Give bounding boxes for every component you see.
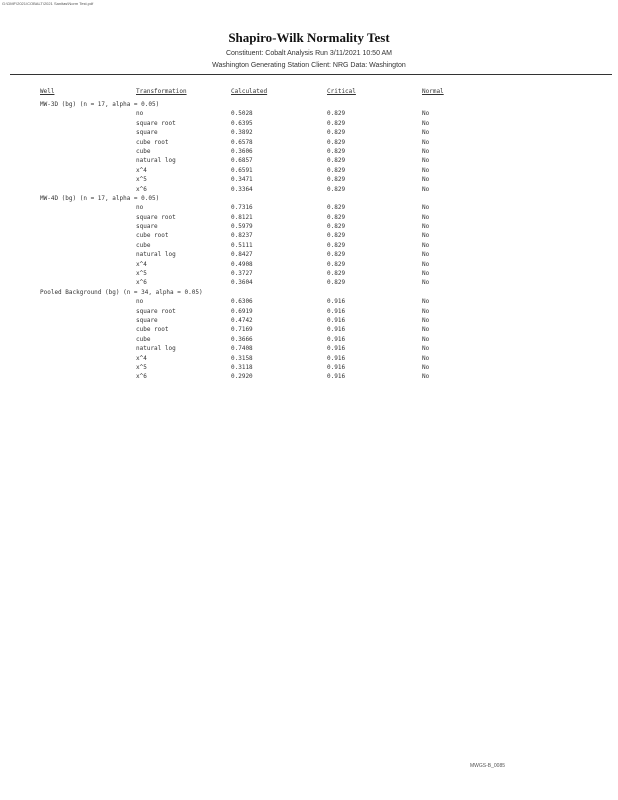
group-label: Pooled Background (bg) (n = 34, alpha = 0.05) — [40, 288, 203, 296]
transformation-cell: square root — [136, 213, 176, 221]
transformation-cell: x^4 — [136, 260, 147, 268]
normal-cell: No — [422, 176, 430, 184]
normal-cell: No — [422, 129, 430, 137]
column-header-well: Well — [40, 88, 55, 95]
normal-cell: No — [422, 204, 430, 212]
critical-cell: 0.916 — [327, 345, 346, 353]
normal-cell: No — [422, 110, 430, 118]
critical-cell: 0.829 — [327, 260, 346, 268]
normal-cell: No — [422, 166, 430, 174]
table-row — [0, 261, 618, 270]
calculated-cell: 0.3604 — [231, 279, 253, 287]
critical-cell: 0.829 — [327, 204, 346, 212]
critical-cell: 0.916 — [327, 307, 346, 315]
column-header-normal: Normal — [422, 88, 444, 95]
column-header-calculated: Calculated — [231, 88, 268, 95]
file-path: G:\DMF\2021\COBALT\2021 Sanitas\Norm Test.pdf — [2, 1, 94, 6]
calculated-cell: 0.5979 — [231, 223, 253, 231]
table-row — [0, 298, 618, 307]
group-header-row — [0, 289, 618, 298]
transformation-cell: natural log — [136, 157, 176, 165]
critical-cell: 0.829 — [327, 241, 346, 249]
table-row — [0, 223, 618, 232]
normal-cell: No — [422, 251, 430, 259]
group-header-row — [0, 101, 618, 110]
critical-cell: 0.916 — [327, 335, 346, 343]
transformation-cell: x^5 — [136, 363, 147, 371]
calculated-cell: 0.3892 — [231, 129, 253, 137]
transformation-cell: square — [136, 129, 158, 137]
header-divider — [10, 74, 612, 75]
critical-cell: 0.829 — [327, 185, 346, 193]
transformation-cell: x^6 — [136, 279, 147, 287]
table-row — [0, 242, 618, 251]
calculated-cell: 0.3471 — [231, 176, 253, 184]
normal-cell: No — [422, 260, 430, 268]
table-row — [0, 336, 618, 345]
critical-cell: 0.829 — [327, 110, 346, 118]
normal-cell: No — [422, 279, 430, 287]
transformation-cell: x^5 — [136, 176, 147, 184]
transformation-cell: cube — [136, 241, 151, 249]
normal-cell: No — [422, 119, 430, 127]
critical-cell: 0.829 — [327, 157, 346, 165]
group-header-row — [0, 195, 618, 204]
calculated-cell: 0.3606 — [231, 147, 253, 155]
table-row — [0, 317, 618, 326]
normal-cell: No — [422, 213, 430, 221]
normal-cell: No — [422, 138, 430, 146]
transformation-cell: natural log — [136, 345, 176, 353]
transformation-cell: natural log — [136, 251, 176, 259]
table-row — [0, 176, 618, 185]
table-row — [0, 139, 618, 148]
critical-cell: 0.916 — [327, 298, 346, 306]
transformation-cell: x^6 — [136, 373, 147, 381]
normal-cell: No — [422, 316, 430, 324]
report-subtitle-site: Washington Generating Station Client: NRG Data: Washington — [212, 62, 406, 69]
calculated-cell: 0.2920 — [231, 373, 253, 381]
calculated-cell: 0.5111 — [231, 241, 253, 249]
calculated-cell: 0.4742 — [231, 316, 253, 324]
calculated-cell: 0.6395 — [231, 119, 253, 127]
table-row — [0, 110, 618, 119]
normal-cell: No — [422, 298, 430, 306]
normal-cell: No — [422, 345, 430, 353]
critical-cell: 0.916 — [327, 363, 346, 371]
table-row — [0, 326, 618, 335]
critical-cell: 0.829 — [327, 270, 346, 278]
calculated-cell: 0.3364 — [231, 185, 253, 193]
transformation-cell: x^4 — [136, 354, 147, 362]
normal-cell: No — [422, 232, 430, 240]
table-row — [0, 251, 618, 260]
results-table — [0, 101, 618, 383]
critical-cell: 0.916 — [327, 326, 346, 334]
table-row — [0, 204, 618, 213]
table-row — [0, 232, 618, 241]
critical-cell: 0.829 — [327, 279, 346, 287]
critical-cell: 0.916 — [327, 316, 346, 324]
table-row — [0, 186, 618, 195]
normal-cell: No — [422, 326, 430, 334]
normal-cell: No — [422, 157, 430, 165]
critical-cell: 0.829 — [327, 251, 346, 259]
transformation-cell: cube root — [136, 232, 169, 240]
transformation-cell: cube root — [136, 138, 169, 146]
calculated-cell: 0.7316 — [231, 204, 253, 212]
normal-cell: No — [422, 307, 430, 315]
transformation-cell: square — [136, 223, 158, 231]
calculated-cell: 0.6591 — [231, 166, 253, 174]
transformation-cell: x^6 — [136, 185, 147, 193]
normal-cell: No — [422, 363, 430, 371]
report-subtitle-analysis: Constituent: Cobalt Analysis Run 3/11/2021 10:50 AM — [225, 50, 393, 57]
group-label: MW-3D (bg) (n = 17, alpha = 0.05) — [40, 101, 160, 108]
transformation-cell: no — [136, 204, 144, 212]
table-row — [0, 364, 618, 373]
calculated-cell: 0.6857 — [231, 157, 253, 165]
critical-cell: 0.829 — [327, 232, 346, 240]
normal-cell: No — [422, 354, 430, 362]
page-code: MWGS-B_0085 — [470, 763, 506, 769]
critical-cell: 0.829 — [327, 138, 346, 146]
normal-cell: No — [422, 241, 430, 249]
calculated-cell: 0.5028 — [231, 110, 253, 118]
calculated-cell: 0.3118 — [231, 363, 253, 371]
critical-cell: 0.829 — [327, 129, 346, 137]
table-row — [0, 120, 618, 129]
report-title: Shapiro-Wilk Normality Test — [228, 30, 390, 45]
normal-cell: No — [422, 223, 430, 231]
transformation-cell: x^4 — [136, 166, 147, 174]
column-header-critical: Critical — [327, 88, 356, 95]
table-row — [0, 129, 618, 138]
transformation-cell: x^5 — [136, 270, 147, 278]
column-header-transformation: Transformation — [136, 88, 187, 95]
critical-cell: 0.829 — [327, 213, 346, 221]
table-row — [0, 148, 618, 157]
critical-cell: 0.829 — [327, 176, 346, 184]
table-row — [0, 167, 618, 176]
critical-cell: 0.829 — [327, 147, 346, 155]
table-row — [0, 345, 618, 354]
calculated-cell: 0.7169 — [231, 326, 253, 334]
critical-cell: 0.829 — [327, 223, 346, 231]
table-header — [0, 88, 618, 98]
calculated-cell: 0.6306 — [231, 298, 253, 306]
calculated-cell: 0.8121 — [231, 213, 253, 221]
calculated-cell: 0.3666 — [231, 335, 253, 343]
transformation-cell: no — [136, 298, 144, 306]
transformation-cell: cube — [136, 335, 151, 343]
critical-cell: 0.829 — [327, 119, 346, 127]
group-label: MW-4D (bg) (n = 17, alpha = 0.05) — [40, 194, 160, 202]
transformation-cell: square root — [136, 307, 176, 315]
calculated-cell: 0.4908 — [231, 260, 253, 268]
normal-cell: No — [422, 147, 430, 155]
table-row — [0, 279, 618, 288]
calculated-cell: 0.7408 — [231, 345, 253, 353]
transformation-cell: square — [136, 316, 158, 324]
normal-cell: No — [422, 373, 430, 381]
calculated-cell: 0.3158 — [231, 354, 253, 362]
table-row — [0, 355, 618, 364]
table-row — [0, 308, 618, 317]
table-row — [0, 157, 618, 166]
table-row — [0, 214, 618, 223]
normal-cell: No — [422, 185, 430, 193]
critical-cell: 0.916 — [327, 354, 346, 362]
critical-cell: 0.829 — [327, 166, 346, 174]
normal-cell: No — [422, 270, 430, 278]
calculated-cell: 0.6578 — [231, 138, 253, 146]
table-row — [0, 270, 618, 279]
transformation-cell: cube root — [136, 326, 169, 334]
calculated-cell: 0.8427 — [231, 251, 253, 259]
transformation-cell: square root — [136, 119, 176, 127]
normal-cell: No — [422, 335, 430, 343]
critical-cell: 0.916 — [327, 373, 346, 381]
calculated-cell: 0.8237 — [231, 232, 253, 240]
transformation-cell: cube — [136, 147, 151, 155]
calculated-cell: 0.3727 — [231, 270, 253, 278]
table-row — [0, 373, 618, 382]
transformation-cell: no — [136, 110, 144, 118]
calculated-cell: 0.6919 — [231, 307, 253, 315]
